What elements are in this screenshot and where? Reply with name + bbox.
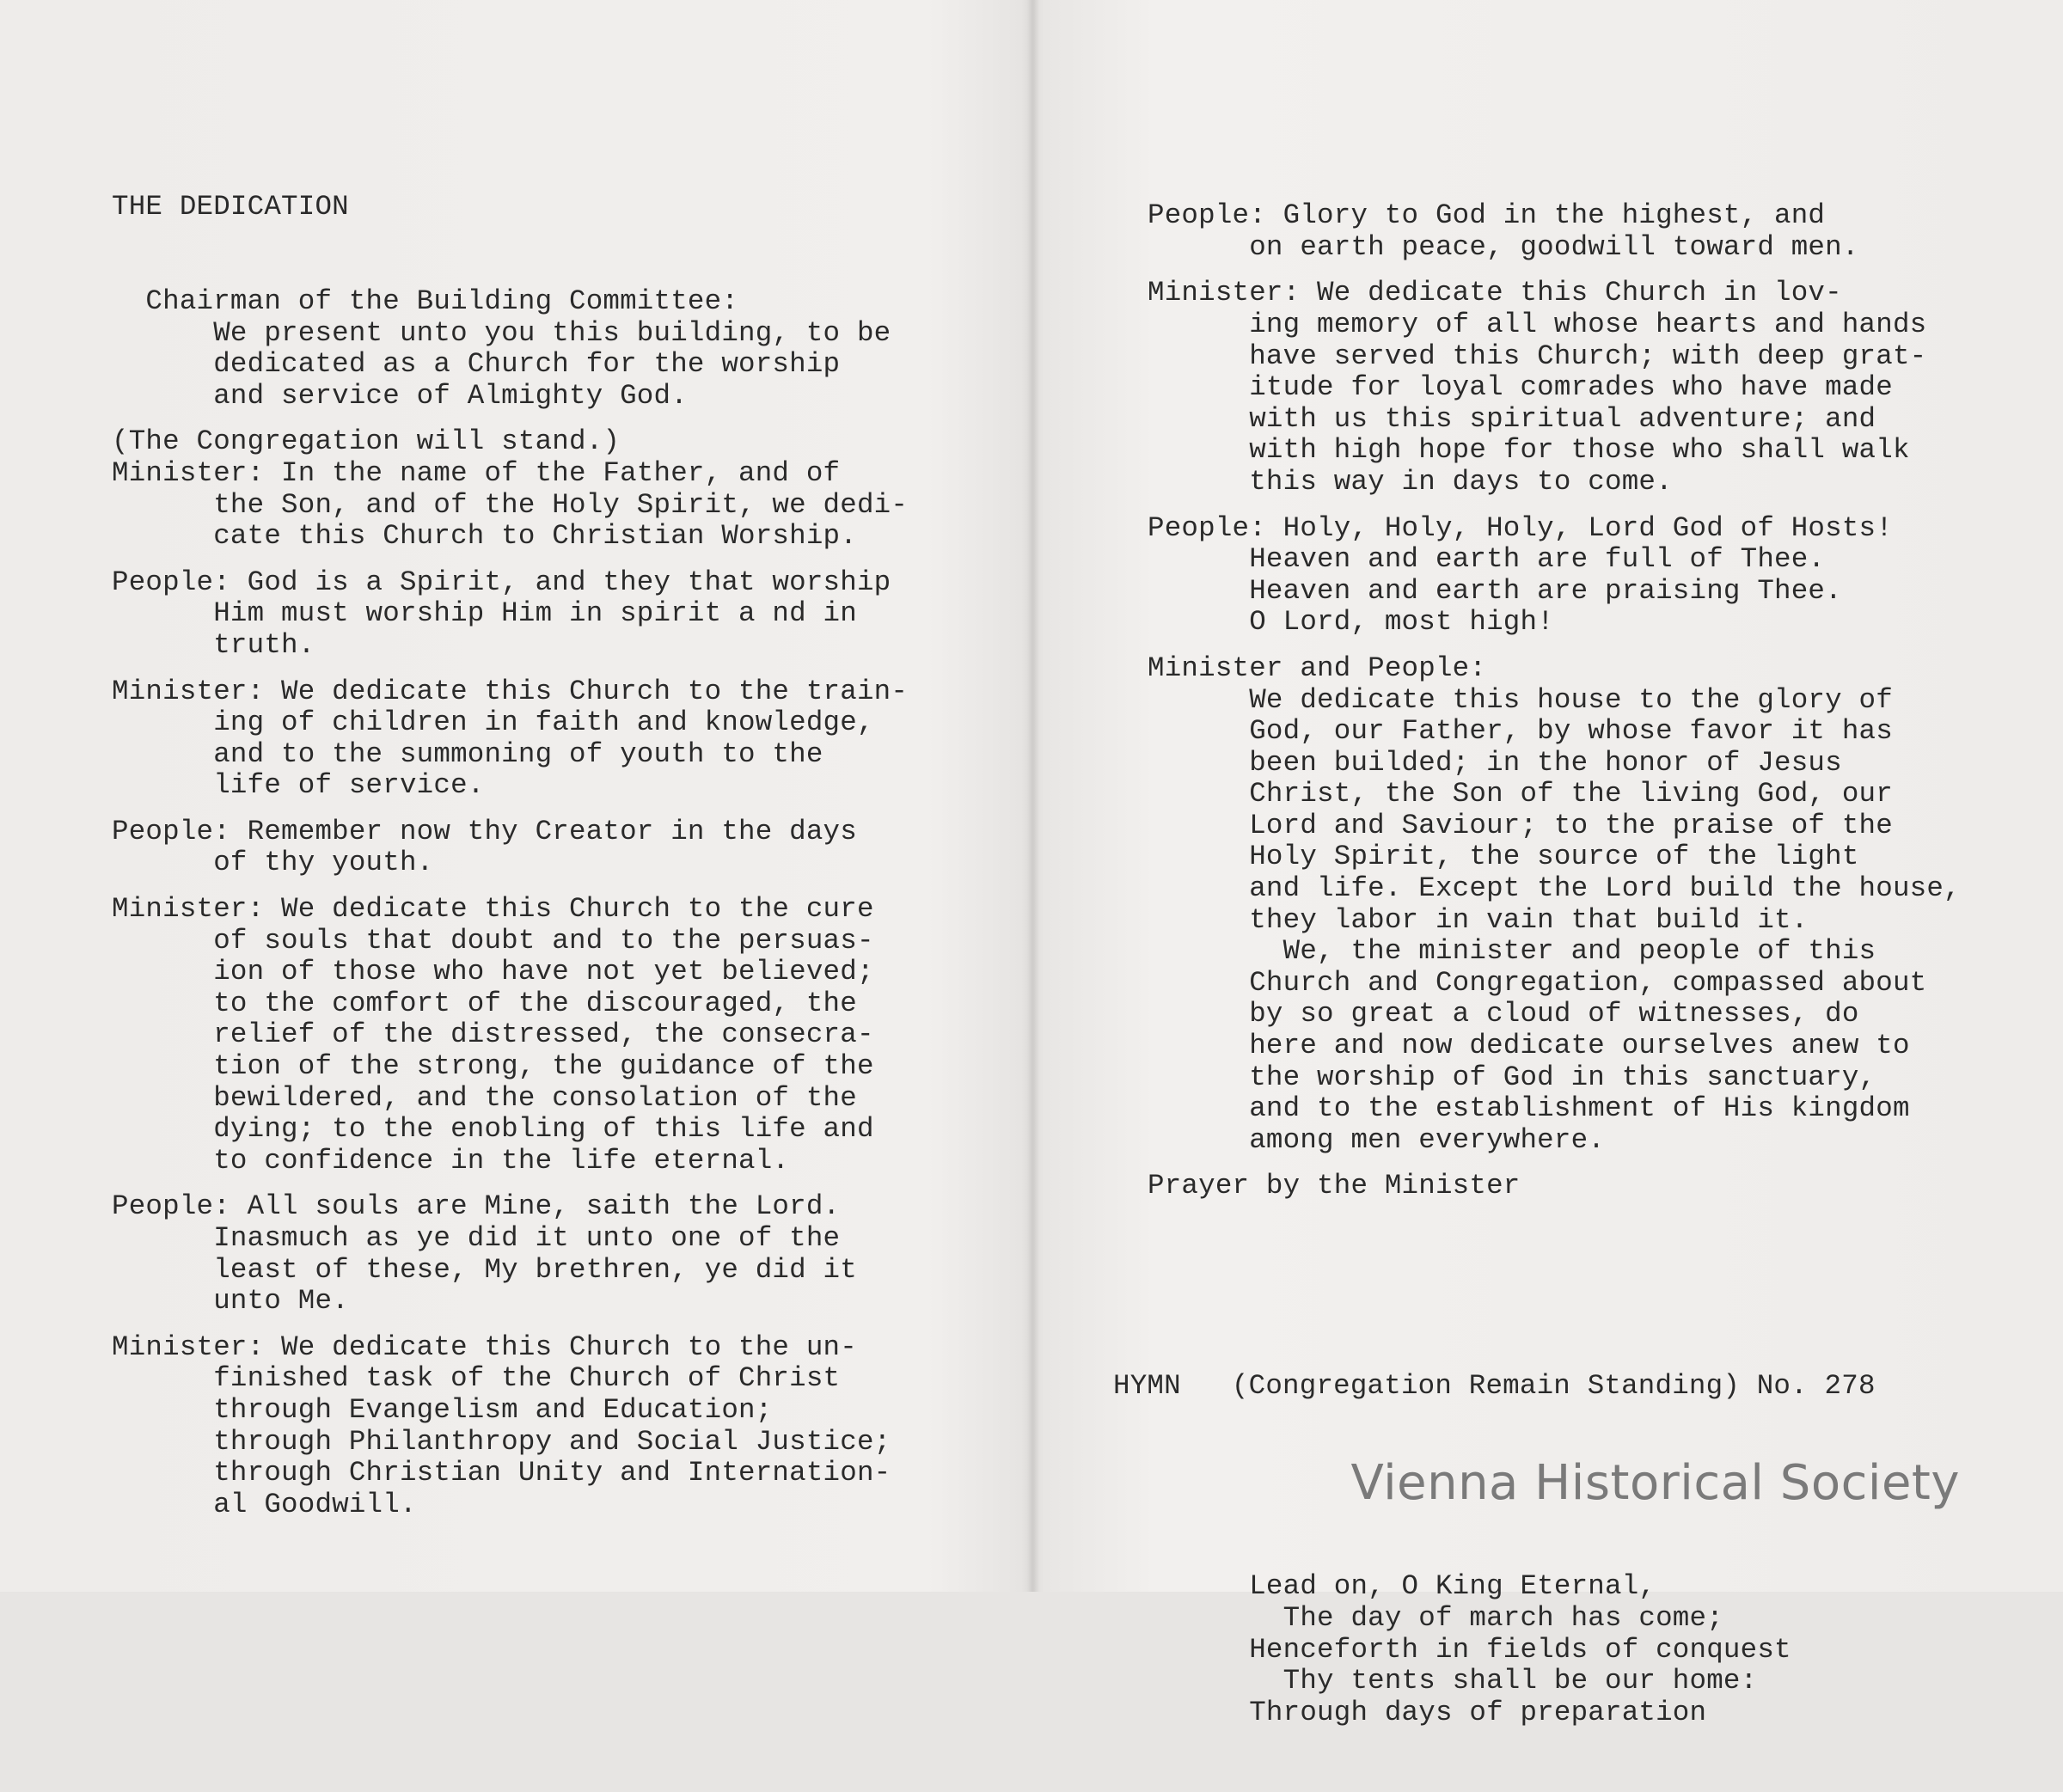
- text-line: Holy Spirit, the source of the light: [1148, 841, 1859, 873]
- text-line: We present unto you this building, to be: [112, 316, 891, 349]
- text-line: to the comfort of the discouraged, the: [112, 987, 857, 1019]
- text-line: life of service.: [112, 769, 485, 802]
- text-line: Lord and Saviour; to the praise of the: [1148, 809, 1893, 841]
- text-line: on earth peace, goodwill toward men.: [1148, 230, 1859, 263]
- paragraph-gap: [112, 553, 908, 567]
- text-line: People: God is a Spirit, and they that worship: [112, 566, 891, 598]
- text-line: Minister: We dedicate this Church to the cure: [112, 893, 874, 926]
- text-line: Minister: We dedicate this Church in lov-: [1148, 277, 1842, 309]
- text-line: unto Me.: [112, 1285, 349, 1318]
- paragraph-gap: [112, 412, 908, 426]
- text-line: of thy youth.: [112, 847, 434, 879]
- paragraph-gap: [1148, 1156, 1961, 1171]
- text-line: to confidence in the life eternal.: [112, 1144, 790, 1177]
- text-line: People: All souls are Mine, saith the Lord.: [112, 1190, 841, 1223]
- text-line: Minister: We dedicate this Church to the train-: [112, 675, 909, 707]
- text-line: and to the summoning of youth to the: [112, 737, 823, 770]
- text-line: dying; to the enobling of this life and: [112, 1113, 874, 1146]
- text-line: this way in days to come.: [1148, 465, 1673, 498]
- text-line: have served this Church; with deep grat-: [1148, 339, 1927, 372]
- text-line: Him must worship Him in spirit a nd in: [112, 597, 857, 630]
- text-line: Heaven and earth are praising Thee.: [1148, 574, 1842, 607]
- text-line: through Evangelism and Education;: [112, 1393, 773, 1426]
- text-line: they labor in vain that build it.: [1148, 903, 1809, 936]
- text-line: least of these, My brethren, ye did it: [112, 1253, 857, 1286]
- text-line: Chairman of the Building Committee:: [112, 284, 739, 317]
- text-line: bewildered, and the consolation of the: [112, 1081, 857, 1114]
- text-line: itude for loyal comrades who have made: [1148, 371, 1893, 404]
- text-line: tion of the strong, the guidance of the: [112, 1050, 874, 1083]
- text-line: ion of those who have not yet believed;: [112, 956, 874, 988]
- text-line: the Son, and of the Holy Spirit, we dedi-: [112, 488, 909, 521]
- center-fold: [1027, 0, 1039, 1592]
- text-line: dedicated as a Church for the worship: [112, 348, 841, 381]
- hymn-verse: [1148, 1571, 1961, 1728]
- paragraph-gap: [112, 802, 908, 816]
- text-line: Inasmuch as ye did it unto one of the: [112, 1222, 841, 1254]
- text-line: We dedicate this house to the glory of: [1148, 683, 1893, 716]
- text-line: We, the minister and people of this: [1148, 935, 1876, 968]
- text-line: Lead on, O King Eternal,: [1148, 1570, 1656, 1603]
- text-line: through Christian Unity and Internation-: [112, 1457, 891, 1489]
- text-line: People: Holy, Holy, Holy, Lord God of Hosts!: [1148, 511, 1893, 544]
- text-line: Heaven and earth are full of Thee.: [1148, 543, 1826, 576]
- text-line: Henceforth in fields of conquest: [1148, 1633, 1791, 1666]
- text-line: People: Glory to God in the highest, and: [1148, 199, 1826, 232]
- paragraph-gap: [112, 879, 908, 894]
- text-line: God, our Father, by whose favor it has: [1148, 715, 1893, 748]
- paragraph-gap: [1148, 498, 1961, 513]
- text-line: by so great a cloud of witnesses, do: [1148, 998, 1859, 1031]
- paragraph-gap: [112, 662, 908, 676]
- text-line: and service of Almighty God.: [112, 379, 688, 412]
- paragraph-gap: [112, 1177, 908, 1191]
- text-line: cate this Church to Christian Worship.: [112, 520, 857, 553]
- paragraph-gap: [1148, 639, 1961, 653]
- left-page-text: [112, 286, 908, 1520]
- text-line: through Philanthropy and Social Justice;: [112, 1425, 891, 1458]
- text-line: (The Congregation will stand.): [112, 425, 621, 458]
- text-line: of souls that doubt and to the persuas-: [112, 924, 874, 957]
- text-line: Prayer by the Minister: [1148, 1170, 1521, 1202]
- text-line: finished task of the Church of Christ: [112, 1362, 841, 1395]
- text-line: been builded; in the honor of Jesus: [1148, 746, 1842, 779]
- text-line: ing memory of all whose hearts and hands: [1148, 308, 1927, 340]
- text-line: Minister and People:: [1148, 651, 1487, 684]
- text-line: Thy tents shall be our home:: [1148, 1665, 1758, 1697]
- text-line: relief of the distressed, the consecra-: [112, 1018, 874, 1051]
- paragraph-gap: [112, 1318, 908, 1332]
- right-page-text: [1148, 200, 1961, 1202]
- text-line: The day of march has come;: [1148, 1601, 1723, 1634]
- right-page: [1113, 138, 1961, 1792]
- text-line: with high hope for those who shall walk: [1148, 434, 1910, 467]
- text-line: among men everywhere.: [1148, 1123, 1605, 1156]
- dedication-heading: THE DEDICATION: [112, 191, 349, 223]
- text-line: truth.: [112, 628, 315, 661]
- text-line: ing of children in faith and knowledge,: [112, 706, 874, 739]
- paragraph-gap: [1148, 263, 1961, 278]
- watermark: Vienna Historical Society: [1350, 1455, 1960, 1511]
- text-line: the worship of God in this sanctuary,: [1148, 1061, 1876, 1093]
- hymn-header: HYMN (Congregation Remain Standing) No. 278: [1113, 1370, 1876, 1403]
- text-line: O Lord, most high!: [1148, 606, 1554, 639]
- text-line: Minister: We dedicate this Church to the un-: [112, 1330, 857, 1363]
- text-line: and to the establishment of His kingdom: [1148, 1092, 1910, 1125]
- text-line: with us this spiritual adventure; and: [1148, 402, 1876, 435]
- text-line: here and now dedicate ourselves anew to: [1148, 1030, 1910, 1062]
- text-line: Minister: In the name of the Father, and of: [112, 456, 841, 489]
- left-page: [112, 129, 908, 1584]
- text-line: People: Remember now thy Creator in the days: [112, 815, 857, 847]
- text-line: Christ, the Son of the living God, our: [1148, 778, 1893, 810]
- text-line: Through days of preparation: [1148, 1696, 1707, 1728]
- text-line: and life. Except the Lord build the house,: [1148, 872, 1961, 905]
- text-line: al Goodwill.: [112, 1488, 417, 1520]
- text-line: Church and Congregation, compassed about: [1148, 966, 1927, 999]
